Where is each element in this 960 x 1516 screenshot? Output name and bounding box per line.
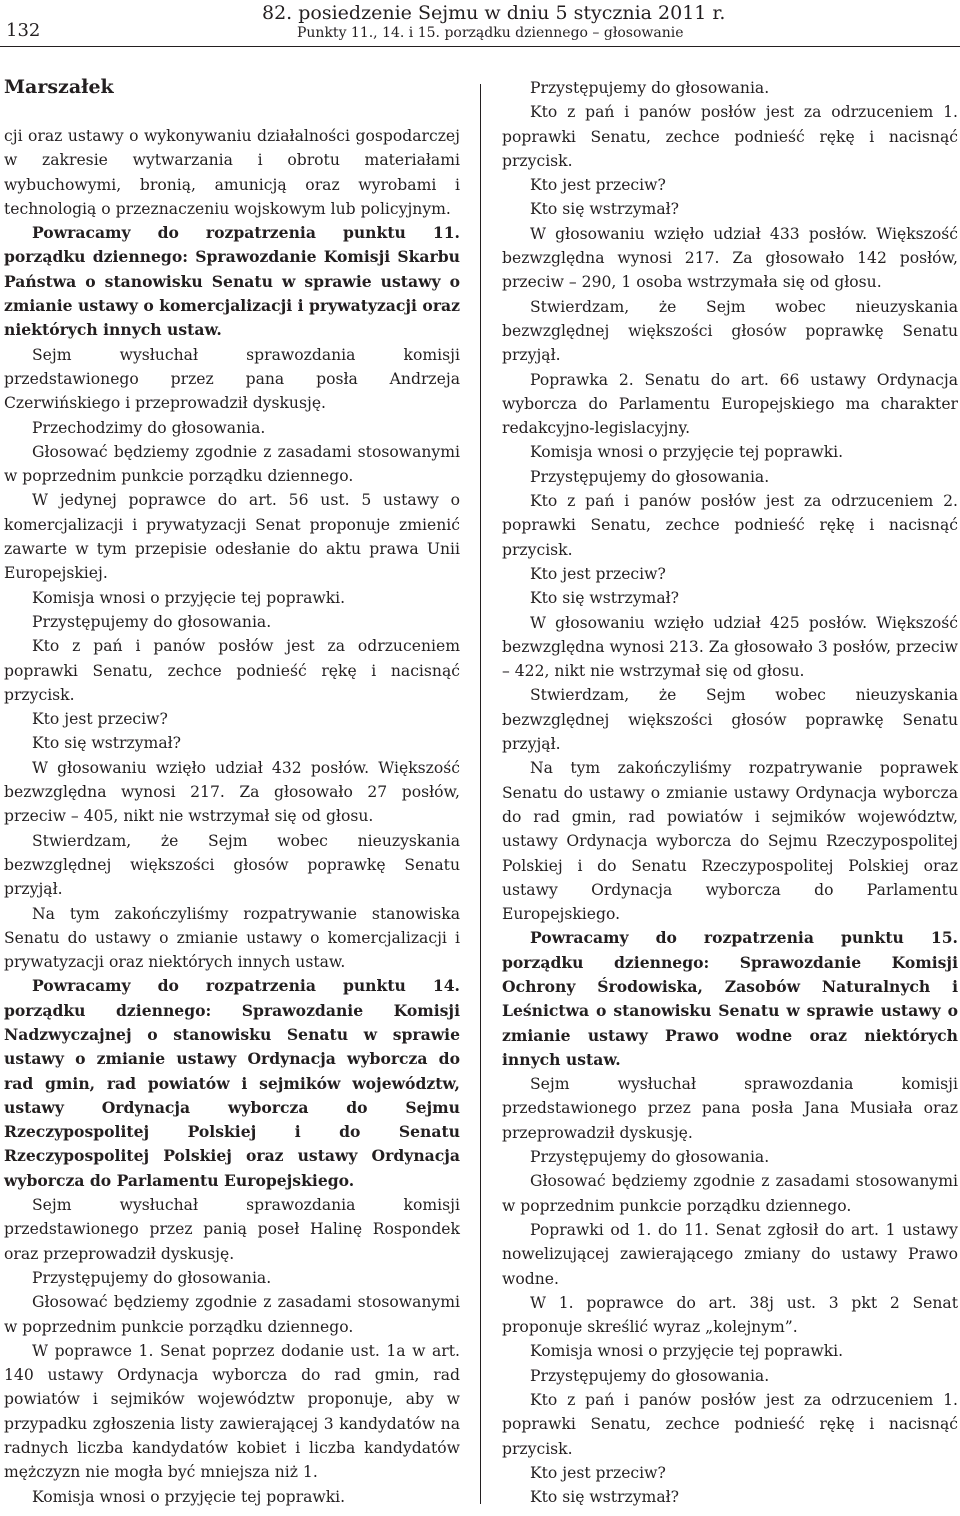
paragraph: Przystępujemy do głosowania. [530, 1148, 770, 1167]
paragraph: Komisja wnosi o przyjęcie tej poprawki. [530, 1342, 844, 1361]
paragraph: Na tym zakończyliśmy rozpatrywanie poprawek Senatu do ustawy o zmianie ustawy Ordynacja wyborcza do rad gmin, rad powiatów i sejmików województw, ustawy Ordynacja wyborcza do Sejmu Rzeczypospolitej Polskiej i do Senatu Rzeczypospolitej Polskiej oraz ustawy Ordynacja wyborcza do Parlamentu Europejskiego. [502, 759, 958, 924]
paragraph: Przystępujemy do głosowania. [530, 467, 770, 486]
paragraph: cji oraz ustawy o wykonywaniu działalności gospodarczej w zakresie wytwarzania i obrotu materiałami wybuchowymi, bronią, amunicją oraz wyrobami i technologią o przeznaczeniu wojskowym lub policyjnym. [4, 127, 460, 218]
paragraph: Komisja wnosi o przyjęcie tej poprawki. [32, 1487, 346, 1506]
paragraph: Kto jest przeciw? [32, 710, 168, 729]
paragraph: Kto się wstrzymał? [530, 200, 680, 219]
paragraph: Kto się wstrzymał? [530, 589, 680, 608]
paragraph: Stwierdzam, że Sejm wobec nieuzyskania bezwzględnej większości głosów poprawkę Senatu przyjął. [4, 831, 460, 899]
paragraph: Komisja wnosi o przyjęcie tej poprawki. [530, 443, 844, 462]
paragraph: Stwierdzam, że Sejm wobec nieuzyskania bezwzględnej większości głosów poprawkę Senatu przyjął. [502, 686, 958, 754]
paragraph: Sejm wysłuchał sprawozdania komisji przedstawionego przez panią poseł Halinę Rospondek oraz przeprowadził dyskusję. [4, 1196, 460, 1263]
paragraph: Głosować będziemy zgodnie z zasadami stosowanymi w poprzednim punkcie porządku dziennego. [4, 442, 460, 486]
paragraph: W głosowaniu wzięło udział 432 posłów. Większość bezwzględna wynosi 217. Za głosowało 27 posłów, przeciw – 405, nikt nie wstrzymał się od głosu. [4, 758, 460, 826]
paragraph: Przystępujemy do głosowania. [32, 612, 272, 631]
paragraph: Sejm wysłuchał sprawozdania komisji przedstawionego przez pana posła Andrzeja Czerwińskiego i przeprowadził dyskusję. [4, 345, 460, 413]
paragraph: Stwierdzam, że Sejm wobec nieuzyskania bezwzględnej większości głosów poprawkę Senatu przyjął. [502, 297, 958, 365]
paragraph: Kto z pań i panów posłów jest za odrzuceniem poprawki Senatu, zechce podnieść rękę i nacisnąć przycisk. [4, 637, 460, 704]
paragraph: W głosowaniu wzięło udział 433 posłów. Większość bezwzględna wynosi 217. Za głosowało 142 posłów, przeciw – 290, 1 osoba wstrzymała się od głosu. [502, 224, 958, 292]
paragraph: Na tym zakończyliśmy rozpatrywanie stanowiska Senatu do ustawy o zmianie ustawy o komercjalizacji i prywatyzacji oraz niektórych innych ustaw. [4, 904, 460, 972]
paragraph: Kto z pań i panów posłów jest za odrzuceniem 2. poprawki Senatu, zechce podnieść rękę i nacisnąć przycisk. [502, 492, 958, 559]
paragraph: W poprawce 1. Senat poprzez dodanie ust. 1a w art. 140 ustawy Ordynacja wyborcza do rad gmin, rad powiatów i sejmików województw proponuje, aby w przypadku zgłoszenia listy zawierającej 3 kandydatów na radnych liczba kandydatów kobiet i liczba kandydatów mężczyzn nie mogła być mniejsza niż 1. [4, 1341, 460, 1482]
paragraph: W 1. poprawce do art. 38j ust. 3 pkt 2 Senat proponuje skreślić wyraz „kolejnym”. [502, 1293, 958, 1337]
paragraph: Kto z pań i panów posłów jest za odrzuceniem 1. poprawki Senatu, zechce podnieść rękę i nacisnąć przycisk. [502, 1391, 958, 1458]
paragraph: Głosować będziemy zgodnie z zasadami stosowanymi w poprzednim punkcie porządku dziennego. [4, 1293, 460, 1336]
paragraph: Przystępujemy do głosowania. [530, 79, 770, 97]
right-column [502, 76, 958, 1510]
header-divider [0, 46, 960, 47]
paragraph: Sejm wysłuchał sprawozdania komisji przedstawionego przez pana posła Jana Musiała oraz przeprowadził dyskusję. [502, 1075, 958, 1142]
paragraph: Poprawki od 1. do 11. Senat zgłosił do art. 1 ustawy nowelizującej zawierającego zmiany do ustawy Prawo wodne. [502, 1220, 958, 1288]
column-divider [480, 84, 481, 1504]
paragraph: Powracamy do rozpatrzenia punktu 14. porządku dziennego: Sprawozdanie Komisji Nadzwyczajnej o stanowisku Senatu w sprawie ustawy o zmianie ustawy Ordynacja wyborcza do rad gmin, rad powiatów i sejmików województw, ustawy Ordynacja wyborcza do Sejmu Rzeczypospolitej Polskiej i do Senatu Rzeczypospolitej Polskiej oraz ustawy Ordynacja wyborcza do Parlamentu Europejskiego. [4, 976, 460, 1190]
paragraph: Kto jest przeciw? [530, 1463, 666, 1482]
paragraph: Głosować będziemy zgodnie z zasadami stosowanymi w poprzednim punkcie porządku dziennego. [502, 1172, 958, 1215]
paragraph: Kto jest przeciw? [530, 176, 666, 195]
paragraph: W głosowaniu wzięło udział 425 posłów. Większość bezwzględna wynosi 213. Za głosowało 3 posłów, przeciw – 422, nikt nie wstrzymał się od głosu. [502, 613, 958, 681]
paragraph: Powracamy do rozpatrzenia punktu 15. porządku dziennego: Sprawozdanie Komisji Ochrony Środowiska, Zasobów Naturalnych i Leśnictwa o stanowisku Senatu w sprawie ustawy o zmianie ustawy Prawo wodne oraz niektórych innych ustaw. [502, 928, 958, 1069]
paragraph: Kto się wstrzymał? [32, 734, 182, 753]
page-header-subtitle: Punkty 11., 14. i 15. porządku dziennego – głosowanie [297, 25, 684, 41]
paragraph: Kto z pań i panów posłów jest za odrzuceniem 1. poprawki Senatu, zechce podnieść rękę i nacisnąć przycisk. [502, 103, 958, 170]
speaker-name: Marszałek [4, 76, 114, 98]
paragraph: Przystępujemy do głosowania. [530, 1366, 770, 1385]
paragraph: W jedynej poprawce do art. 56 ust. 5 ustawy o komercjalizacji i prywatyzacji Senat proponuje zmienić zawarte w tym przepisie odesłanie do aktu prawa Unii Europejskiej. [4, 491, 460, 583]
paragraph: Powracamy do rozpatrzenia punktu 11. porządku dziennego: Sprawozdanie Komisji Skarbu Państwa o stanowisku Senatu w sprawie ustawy o zmianie ustawy o komercjalizacji i prywatyzacji oraz niektórych innych ustaw. [4, 223, 460, 340]
page-number: 132 [6, 20, 41, 41]
paragraph: Poprawka 2. Senatu do art. 66 ustawy Ordynacja wyborcza do Parlamentu Europejskiego ma charakter redakcyjno-legislacyjny. [502, 370, 958, 438]
paragraph: Komisja wnosi o przyjęcie tej poprawki. [32, 588, 346, 607]
paragraph: Kto się wstrzymał? [530, 1488, 680, 1507]
paragraph: Przechodzimy do głosowania. [32, 418, 266, 437]
paragraph: Kto jest przeciw? [530, 564, 666, 583]
left-column [4, 124, 460, 1509]
page-header-title: 82. posiedzenie Sejmu w dniu 5 stycznia 2011 r. [262, 2, 726, 24]
paragraph: Przystępujemy do głosowania. [32, 1268, 272, 1287]
